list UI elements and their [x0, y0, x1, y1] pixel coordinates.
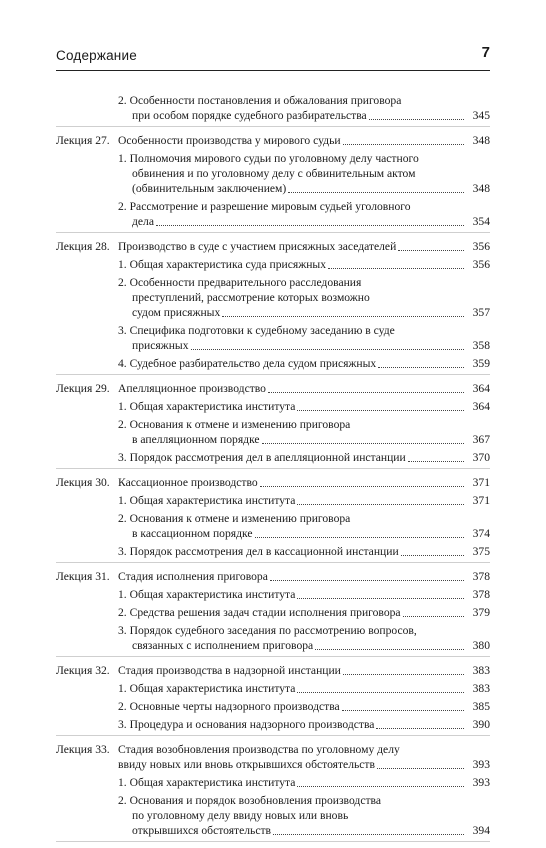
toc-page-number: 390 [472, 718, 490, 731]
lecture-label: Лекция 31. [56, 570, 110, 583]
lecture-label: Лекция 29. [56, 382, 110, 395]
lecture-label: Лекция 33. [56, 743, 110, 756]
toc-page-number: 374 [472, 527, 490, 540]
toc-entry-line: Особенности производства у мирового судьи [118, 134, 341, 147]
toc-page-number: 375 [472, 545, 490, 558]
toc-entry-line: 1. Общая характеристика института [118, 494, 296, 507]
toc-lecture-section [56, 381, 490, 469]
dot-leader [297, 500, 464, 505]
toc-entry-line: в кассационном порядке [132, 527, 253, 540]
toc-subentry [118, 93, 490, 123]
toc-subentry [118, 699, 490, 714]
toc-entry-line: 1. Общая характеристика института [118, 588, 296, 601]
toc-lecture-section [56, 742, 490, 842]
toc-entry-title [118, 133, 490, 148]
toc-entry-line: судом присяжных [132, 306, 221, 319]
toc-page-number: 348 [472, 134, 490, 147]
toc-lecture-section [56, 239, 490, 375]
toc-page-number: 370 [472, 451, 490, 464]
toc-entry-line: по уголовному делу ввиду новых или вновь [132, 809, 349, 822]
toc-entry-line: открывшихся обстоятельств [132, 824, 272, 837]
toc-entry-line: 3. Порядок судебного заседания по рассмотрению вопросов, [118, 624, 417, 637]
dot-leader [376, 724, 464, 729]
toc-page-number: 379 [472, 606, 490, 619]
dot-leader [297, 782, 464, 787]
dot-leader [398, 246, 464, 251]
toc-subentry [118, 587, 490, 602]
table-of-contents [56, 93, 490, 848]
dot-leader [401, 551, 464, 556]
toc-entry-title [118, 381, 490, 396]
toc-entry-title [118, 475, 490, 490]
toc-subentry [118, 275, 490, 320]
toc-entry-line: 2. Средства решения задач стадии исполнения приговора [118, 606, 401, 619]
toc-entry-line: 1. Общая характеристика института [118, 776, 296, 789]
toc-subentry [118, 493, 490, 508]
toc-entry-line: 3. Порядок рассмотрения дел в кассационной инстанции [118, 545, 399, 558]
toc-entry-line: 1. Общая характеристика суда присяжных [118, 258, 327, 271]
toc-entry-line: Стадия исполнения приговора [118, 570, 268, 583]
lecture-label: Лекция 27. [56, 134, 110, 147]
dot-leader [288, 188, 464, 193]
toc-page-number: 385 [472, 700, 490, 713]
toc-entry-line: 3. Процедура и основания надзорного производства [118, 718, 375, 731]
toc-subentry [118, 417, 490, 447]
toc-subentry [118, 356, 490, 371]
toc-entry-title [118, 663, 490, 678]
toc-page-number: 364 [472, 382, 490, 395]
toc-subentry [118, 199, 490, 229]
dot-leader [270, 576, 464, 581]
toc-entry-line: 3. Специфика подготовки к судебному заседанию в суде [118, 324, 395, 337]
toc-entry-line: 2. Основания к отмене и изменению приговора [118, 512, 351, 525]
toc-page-number: 357 [472, 306, 490, 319]
toc-entry-line: при особом порядке судебного разбирательства [132, 109, 367, 122]
toc-entry-line: 2. Основания к отмене и изменению приговора [118, 418, 351, 431]
toc-page-number: 378 [472, 570, 490, 583]
toc-page-number: 371 [472, 476, 490, 489]
toc-entry-line: Производство в суде с участием присяжных заседателей [118, 240, 397, 253]
dot-leader [408, 457, 464, 462]
dot-leader [273, 830, 464, 835]
toc-entry-title [118, 239, 490, 254]
dot-leader [343, 140, 464, 145]
toc-page-number: 356 [472, 240, 490, 253]
toc-lecture-section [56, 475, 490, 563]
dot-leader [156, 221, 464, 226]
dot-leader [222, 312, 464, 317]
toc-page-number: 394 [472, 824, 490, 837]
lecture-label: Лекция 28. [56, 240, 110, 253]
dot-leader [343, 670, 464, 675]
toc-entry-line: в апелляционном порядке [132, 433, 260, 446]
dot-leader [297, 688, 464, 693]
dot-leader [403, 612, 464, 617]
lecture-label: Лекция 32. [56, 664, 110, 677]
toc-entry-line: Стадия возобновления производства по уголовному делу [118, 743, 400, 756]
toc-page-number: 345 [472, 109, 490, 122]
toc-entry-line: 1. Полномочия мирового судьи по уголовному делу частного [118, 152, 419, 165]
toc-entry-line: (обвинительным заключением) [132, 182, 287, 195]
lecture-label: Лекция 30. [56, 476, 110, 489]
toc-entry-line: присяжных [132, 339, 189, 352]
dot-leader [328, 264, 464, 269]
toc-page-number: 371 [472, 494, 490, 507]
toc-entry-line: обвинения и по уголовному делу с обвинительным актом [132, 167, 416, 180]
toc-page-number: 383 [472, 664, 490, 677]
dot-leader [297, 406, 464, 411]
toc-subentry [118, 681, 490, 696]
toc-entry-line: дела [132, 215, 154, 228]
dot-leader [369, 115, 464, 120]
toc-page-number: 359 [472, 357, 490, 370]
toc-page-number: 383 [472, 682, 490, 695]
toc-subentry [118, 323, 490, 353]
dot-leader [262, 439, 464, 444]
dot-leader [315, 645, 464, 650]
toc-entry-line: 2. Рассмотрение и разрешение мировым судьей уголовного [118, 200, 411, 213]
toc-page-number: 364 [472, 400, 490, 413]
running-header-title: Содержание [56, 48, 137, 63]
toc-entry-title [118, 569, 490, 584]
toc-entry-line: 4. Судебное разбирательство дела судом присяжных [118, 357, 377, 370]
toc-entry-line: Стадия производства в надзорной инстанции [118, 664, 341, 677]
toc-page-number: 378 [472, 588, 490, 601]
toc-page-number: 393 [472, 758, 490, 771]
toc-subentry [118, 151, 490, 196]
toc-entry-line: 2. Основные черты надзорного производства [118, 700, 340, 713]
running-header [56, 46, 490, 71]
toc-subentry [118, 399, 490, 414]
toc-page-number: 393 [472, 776, 490, 789]
toc-entry-line: Кассационное производство [118, 476, 258, 489]
toc-subentry [118, 717, 490, 732]
toc-lecture-section [56, 569, 490, 657]
dot-leader [297, 594, 464, 599]
toc-page-number: 356 [472, 258, 490, 271]
toc-subentry [118, 775, 490, 790]
dot-leader [378, 363, 464, 368]
dot-leader [255, 533, 465, 538]
toc-entry-line: 3. Порядок рассмотрения дел в апелляционной инстанции [118, 451, 406, 464]
toc-entry-title [118, 742, 490, 772]
toc-subentry [118, 605, 490, 620]
toc-entry-line: 2. Основания и порядок возобновления производства [118, 794, 381, 807]
toc-entry-line: 2. Особенности предварительного расследования [118, 276, 362, 289]
toc-page-number: 348 [472, 182, 490, 195]
toc-entry-line: преступлений, рассмотрение которых возможно [132, 291, 370, 304]
toc-page-number: 367 [472, 433, 490, 446]
dot-leader [377, 764, 464, 769]
toc-entry-line: 1. Общая характеристика института [118, 400, 296, 413]
toc-subentry [118, 623, 490, 653]
toc-entry-line: ввиду новых или вновь открывшихся обстоятельств [118, 758, 375, 771]
toc-subentry [118, 257, 490, 272]
toc-entry-line: 2. Особенности постановления и обжалования приговора [118, 94, 402, 107]
toc-subentry [118, 511, 490, 541]
toc-lecture-section [56, 663, 490, 736]
toc-entry-line: связанных с исполнением приговора [132, 639, 314, 652]
toc-entry-line: Апелляционное производство [118, 382, 266, 395]
toc-subentry [118, 544, 490, 559]
toc-entry-line: 1. Общая характеристика института [118, 682, 296, 695]
toc-page-number: 358 [472, 339, 490, 352]
toc-section-continued [56, 93, 490, 127]
page-number: 7 [481, 44, 490, 61]
toc-page-number: 380 [472, 639, 490, 652]
toc-subentry [118, 450, 490, 465]
dot-leader [260, 482, 464, 487]
dot-leader [342, 706, 464, 711]
toc-lecture-section [56, 133, 490, 233]
dot-leader [191, 345, 465, 350]
toc-page-number: 354 [472, 215, 490, 228]
dot-leader [268, 388, 464, 393]
